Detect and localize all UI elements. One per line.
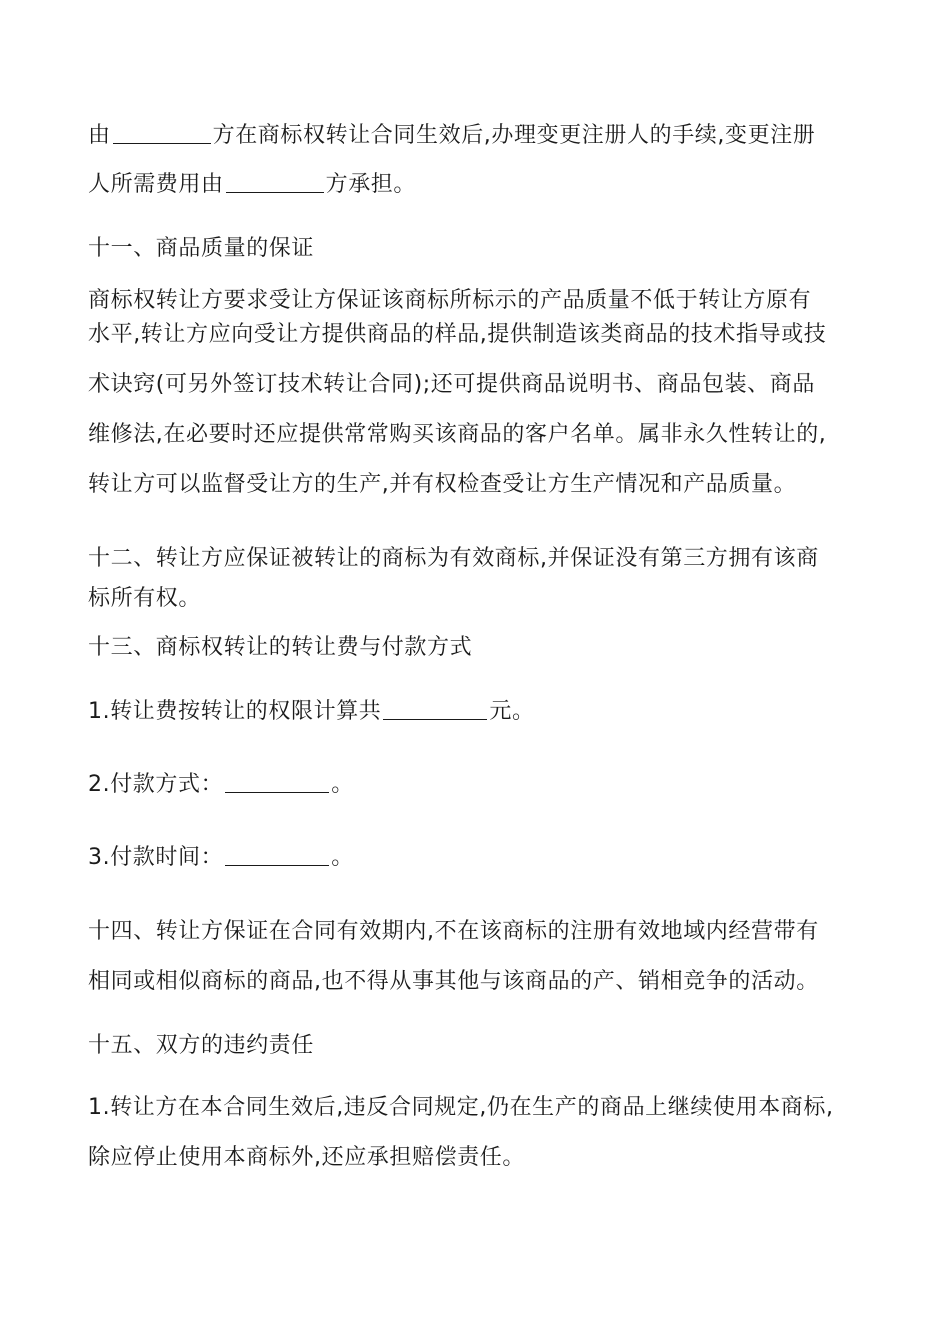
paragraph-line: 相同或相似商标的商品,也不得从事其他与该商品的产、销相竞争的活动。 bbox=[88, 969, 819, 994]
text: 3.付款时间： bbox=[88, 845, 224, 870]
paragraph-line: 标所有权。 bbox=[88, 586, 202, 611]
paragraph-line: 十二、转让方应保证被转让的商标为有效商标,并保证没有第三方拥有该商 bbox=[88, 546, 819, 571]
section-title: 十一、商品质量的保证 bbox=[88, 236, 315, 261]
text: 方承担。 bbox=[325, 172, 417, 197]
paragraph-line: 维修法,在必要时还应提供常常购买该商品的客户名单。属非永久性转让的, bbox=[88, 422, 827, 447]
text: 1.转让费按转让的权限计算共 bbox=[88, 699, 382, 724]
text: 元。 bbox=[489, 699, 535, 724]
paragraph-line: 商标权转让方要求受让方保证该商标所标示的产品质量不低于转让方原有 bbox=[88, 288, 812, 313]
text: 2.付款方式： bbox=[88, 772, 224, 797]
paragraph-line bbox=[88, 121, 878, 151]
section-title: 十三、商标权转让的转让费与付款方式 bbox=[88, 635, 473, 660]
list-item: 1.转让方在本合同生效后,违反合同规定,仍在生产的商品上继续使用本商标, bbox=[88, 1095, 834, 1120]
fill-blank bbox=[225, 843, 329, 866]
paragraph-line: 水平,转让方应向受让方提供商品的样品,提供制造该类商品的技术指导或技 bbox=[88, 322, 827, 347]
paragraph-line: 转让方可以监督受让方的生产,并有权检查受让方生产情况和产品质量。 bbox=[88, 472, 797, 497]
paragraph-line: 除应停止使用本商标外,还应承担赔偿责任。 bbox=[88, 1145, 525, 1170]
list-item bbox=[88, 843, 878, 873]
fill-blank bbox=[225, 770, 329, 793]
paragraph-line bbox=[88, 170, 878, 200]
text: 方在商标权转让合同生效后,办理变更注册人的手续,变更注册 bbox=[212, 123, 816, 148]
fill-blank bbox=[383, 697, 487, 720]
section-title: 十五、双方的违约责任 bbox=[88, 1033, 315, 1058]
list-item bbox=[88, 697, 878, 727]
paragraph-line: 术诀窍(可另外签订技术转让合同);还可提供商品说明书、商品包装、商品 bbox=[88, 372, 815, 397]
text: 人所需费用由 bbox=[88, 172, 224, 197]
paragraph-line: 十四、转让方保证在合同有效期内,不在该商标的注册有效地域内经营带有 bbox=[88, 919, 819, 944]
fill-blank bbox=[113, 121, 211, 144]
list-item bbox=[88, 770, 878, 800]
text: 。 bbox=[331, 845, 354, 870]
fill-blank bbox=[226, 170, 324, 193]
text: 。 bbox=[331, 772, 354, 797]
text: 由 bbox=[88, 123, 111, 148]
